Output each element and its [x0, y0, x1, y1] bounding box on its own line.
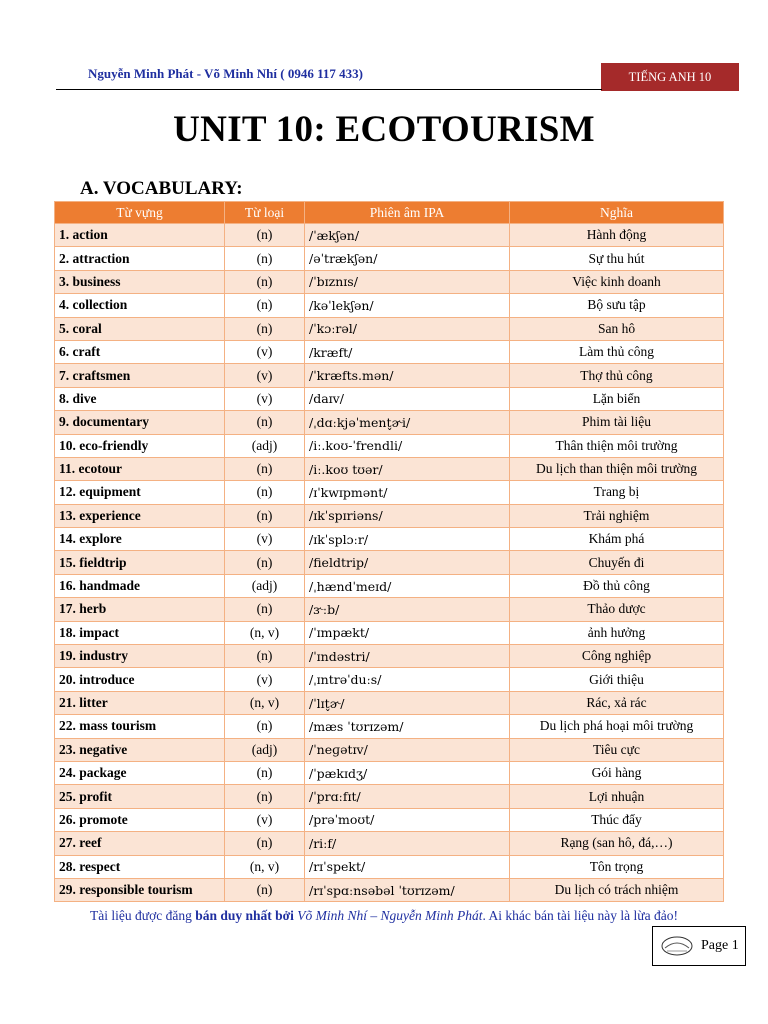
header-meaning: Nghĩa	[510, 202, 724, 224]
ipa-transcription: /rɪˈspɑːnsəbəl ˈtʊrɪzəm/	[305, 878, 510, 901]
table-row	[55, 224, 724, 247]
part-of-speech: (n)	[225, 411, 305, 434]
part-of-speech: (n)	[225, 715, 305, 738]
part-of-speech: (n)	[225, 761, 305, 784]
meaning: Du lịch than thiện môi trường	[510, 457, 724, 480]
ipa-transcription: /ɪkˈspɪriəns/	[305, 504, 510, 527]
table-row	[55, 645, 724, 668]
meaning: Gói hàng	[510, 761, 724, 784]
table-row	[55, 878, 724, 901]
meaning: Giới thiệu	[510, 668, 724, 691]
meaning: Trải nghiệm	[510, 504, 724, 527]
ipa-transcription: /fieldtrip/	[305, 551, 510, 574]
meaning: Thân thiện môi trường	[510, 434, 724, 457]
section-heading: A. VOCABULARY:	[80, 178, 243, 199]
meaning: Lặn biển	[510, 387, 724, 410]
table-row	[55, 832, 724, 855]
table-row	[55, 855, 724, 878]
header-part-of-speech: Từ loại	[225, 202, 305, 224]
part-of-speech: (v)	[225, 668, 305, 691]
meaning: Hành động	[510, 224, 724, 247]
part-of-speech: (n, v)	[225, 691, 305, 714]
vocab-word: 8. dive	[55, 387, 225, 410]
footer-note-bold: bán duy nhất bởi	[195, 908, 294, 923]
vocab-word: 12. equipment	[55, 481, 225, 504]
vocab-word: 21. litter	[55, 691, 225, 714]
vocab-word: 5. coral	[55, 317, 225, 340]
header-author-line: Nguyễn Minh Phát - Võ Minh Nhí ( 0946 117 433)	[88, 66, 363, 81]
part-of-speech: (n)	[225, 645, 305, 668]
table-row	[55, 481, 724, 504]
footer-note-warning: . Ai khác bán tài liệu này là lừa đảo!	[482, 908, 678, 923]
table-row	[55, 785, 724, 808]
table-row	[55, 598, 724, 621]
meaning: ảnh hưởng	[510, 621, 724, 644]
ipa-transcription: /kræft/	[305, 340, 510, 363]
vocab-word: 13. experience	[55, 504, 225, 527]
ipa-transcription: /ˌdɑːkjəˈment̬ɚi/	[305, 411, 510, 434]
part-of-speech: (n)	[225, 598, 305, 621]
part-of-speech: (n)	[225, 481, 305, 504]
header-ipa: Phiên âm IPA	[305, 202, 510, 224]
vocab-word: 24. package	[55, 761, 225, 784]
meaning: Bộ sưu tập	[510, 294, 724, 317]
vocab-word: 17. herb	[55, 598, 225, 621]
table-row	[55, 551, 724, 574]
part-of-speech: (adj)	[225, 574, 305, 597]
table-row	[55, 621, 724, 644]
vocab-word: 27. reef	[55, 832, 225, 855]
table-row	[55, 387, 724, 410]
ipa-transcription: /ˈbɪznɪs/	[305, 270, 510, 293]
vocab-word: 10. eco-friendly	[55, 434, 225, 457]
vocabulary-table-body	[55, 224, 724, 902]
vocab-word: 26. promote	[55, 808, 225, 831]
table-row	[55, 317, 724, 340]
meaning: Đồ thủ công	[510, 574, 724, 597]
footer-note-authors: Võ Minh Nhí – Nguyễn Minh Phát	[293, 908, 483, 923]
vocab-word: 20. introduce	[55, 668, 225, 691]
footer-note	[0, 908, 768, 924]
part-of-speech: (n)	[225, 270, 305, 293]
ipa-transcription: /ˈneɡətɪv/	[305, 738, 510, 761]
meaning: Thúc đẩy	[510, 808, 724, 831]
vocab-word: 16. handmade	[55, 574, 225, 597]
table-row	[55, 411, 724, 434]
vocab-word: 11. ecotour	[55, 457, 225, 480]
table-row	[55, 761, 724, 784]
ipa-transcription: /prəˈmoʊt/	[305, 808, 510, 831]
meaning: Rác, xả rác	[510, 691, 724, 714]
part-of-speech: (n)	[225, 785, 305, 808]
part-of-speech: (n)	[225, 832, 305, 855]
meaning: Khám phá	[510, 528, 724, 551]
meaning: San hô	[510, 317, 724, 340]
table-row	[55, 715, 724, 738]
table-row	[55, 457, 724, 480]
ipa-transcription: /kəˈlekʃən/	[305, 294, 510, 317]
part-of-speech: (v)	[225, 364, 305, 387]
vocab-word: 15. fieldtrip	[55, 551, 225, 574]
part-of-speech: (n)	[225, 457, 305, 480]
table-row	[55, 294, 724, 317]
part-of-speech: (n, v)	[225, 855, 305, 878]
ipa-transcription: /ˈækʃən/	[305, 224, 510, 247]
meaning: Lợi nhuận	[510, 785, 724, 808]
vocab-word: 1. action	[55, 224, 225, 247]
header-divider	[56, 89, 602, 90]
ipa-transcription: /ˈkræfts.mən/	[305, 364, 510, 387]
part-of-speech: (n)	[225, 317, 305, 340]
meaning: Phim tài liệu	[510, 411, 724, 434]
part-of-speech: (n)	[225, 224, 305, 247]
table-row	[55, 691, 724, 714]
meaning: Trang bị	[510, 481, 724, 504]
part-of-speech: (adj)	[225, 434, 305, 457]
ipa-transcription: /rɪˈspekt/	[305, 855, 510, 878]
table-row	[55, 504, 724, 527]
publisher-logo-icon	[661, 935, 693, 957]
meaning: Du lịch có trách nhiệm	[510, 878, 724, 901]
part-of-speech: (v)	[225, 387, 305, 410]
meaning: Làm thủ công	[510, 340, 724, 363]
vocab-word: 22. mass tourism	[55, 715, 225, 738]
part-of-speech: (n)	[225, 551, 305, 574]
ipa-transcription: /ˈlɪt̬ɚ/	[305, 691, 510, 714]
meaning: Du lịch phá hoại môi trường	[510, 715, 724, 738]
ipa-transcription: /iː.koʊ-ˈfrendli/	[305, 434, 510, 457]
meaning: Chuyến đi	[510, 551, 724, 574]
ipa-transcription: /ɪˈkwɪpmənt/	[305, 481, 510, 504]
table-header-row	[55, 202, 724, 224]
ipa-transcription: /ˈprɑːfɪt/	[305, 785, 510, 808]
part-of-speech: (adj)	[225, 738, 305, 761]
part-of-speech: (v)	[225, 340, 305, 363]
table-row	[55, 364, 724, 387]
ipa-transcription: /əˈtrækʃən/	[305, 247, 510, 270]
ipa-transcription: /ɝːb/	[305, 598, 510, 621]
part-of-speech: (n)	[225, 247, 305, 270]
vocab-word: 23. negative	[55, 738, 225, 761]
ipa-transcription: /ˌhændˈmeɪd/	[305, 574, 510, 597]
meaning: Tôn trọng	[510, 855, 724, 878]
vocab-word: 14. explore	[55, 528, 225, 551]
meaning: Rạng (san hô, đá,…)	[510, 832, 724, 855]
table-row	[55, 434, 724, 457]
vocab-word: 19. industry	[55, 645, 225, 668]
part-of-speech: (v)	[225, 808, 305, 831]
ipa-transcription: /iː.koʊ tʊər/	[305, 457, 510, 480]
meaning: Việc kinh doanh	[510, 270, 724, 293]
table-row	[55, 528, 724, 551]
table-row	[55, 808, 724, 831]
vocab-word: 3. business	[55, 270, 225, 293]
part-of-speech: (n)	[225, 878, 305, 901]
vocab-word: 7. craftsmen	[55, 364, 225, 387]
page-number-box	[652, 926, 746, 966]
subject-tag: TIẾNG ANH 10	[601, 63, 739, 91]
ipa-transcription: /ɪkˈsplɔːr/	[305, 528, 510, 551]
ipa-transcription: /ˈɪmpækt/	[305, 621, 510, 644]
part-of-speech: (v)	[225, 528, 305, 551]
table-row	[55, 270, 724, 293]
vocab-word: 29. responsible tourism	[55, 878, 225, 901]
header-word: Từ vựng	[55, 202, 225, 224]
meaning: Thợ thủ công	[510, 364, 724, 387]
vocab-word: 4. collection	[55, 294, 225, 317]
page-title: UNIT 10: ECOTOURISM	[173, 109, 595, 150]
ipa-transcription: /ˈkɔːrəl/	[305, 317, 510, 340]
page-number: Page 1	[701, 938, 739, 953]
ipa-transcription: /ˈɪndəstri/	[305, 645, 510, 668]
meaning: Sự thu hút	[510, 247, 724, 270]
part-of-speech: (n)	[225, 294, 305, 317]
meaning: Công nghiệp	[510, 645, 724, 668]
table-row	[55, 668, 724, 691]
table-row	[55, 574, 724, 597]
part-of-speech: (n, v)	[225, 621, 305, 644]
meaning: Thảo dược	[510, 598, 724, 621]
meaning: Tiêu cực	[510, 738, 724, 761]
table-row	[55, 340, 724, 363]
ipa-transcription: /mæs ˈtʊrɪzəm/	[305, 715, 510, 738]
ipa-transcription: /ˌɪntrəˈduːs/	[305, 668, 510, 691]
vocab-word: 6. craft	[55, 340, 225, 363]
vocab-word: 18. impact	[55, 621, 225, 644]
table-row	[55, 738, 724, 761]
part-of-speech: (n)	[225, 504, 305, 527]
vocab-word: 28. respect	[55, 855, 225, 878]
ipa-transcription: /riːf/	[305, 832, 510, 855]
vocab-word: 2. attraction	[55, 247, 225, 270]
vocabulary-table	[54, 201, 724, 902]
vocab-word: 25. profit	[55, 785, 225, 808]
ipa-transcription: /daɪv/	[305, 387, 510, 410]
ipa-transcription: /ˈpækɪdʒ/	[305, 761, 510, 784]
vocab-word: 9. documentary	[55, 411, 225, 434]
table-row	[55, 247, 724, 270]
footer-note-text: Tài liệu được đăng	[90, 908, 196, 923]
